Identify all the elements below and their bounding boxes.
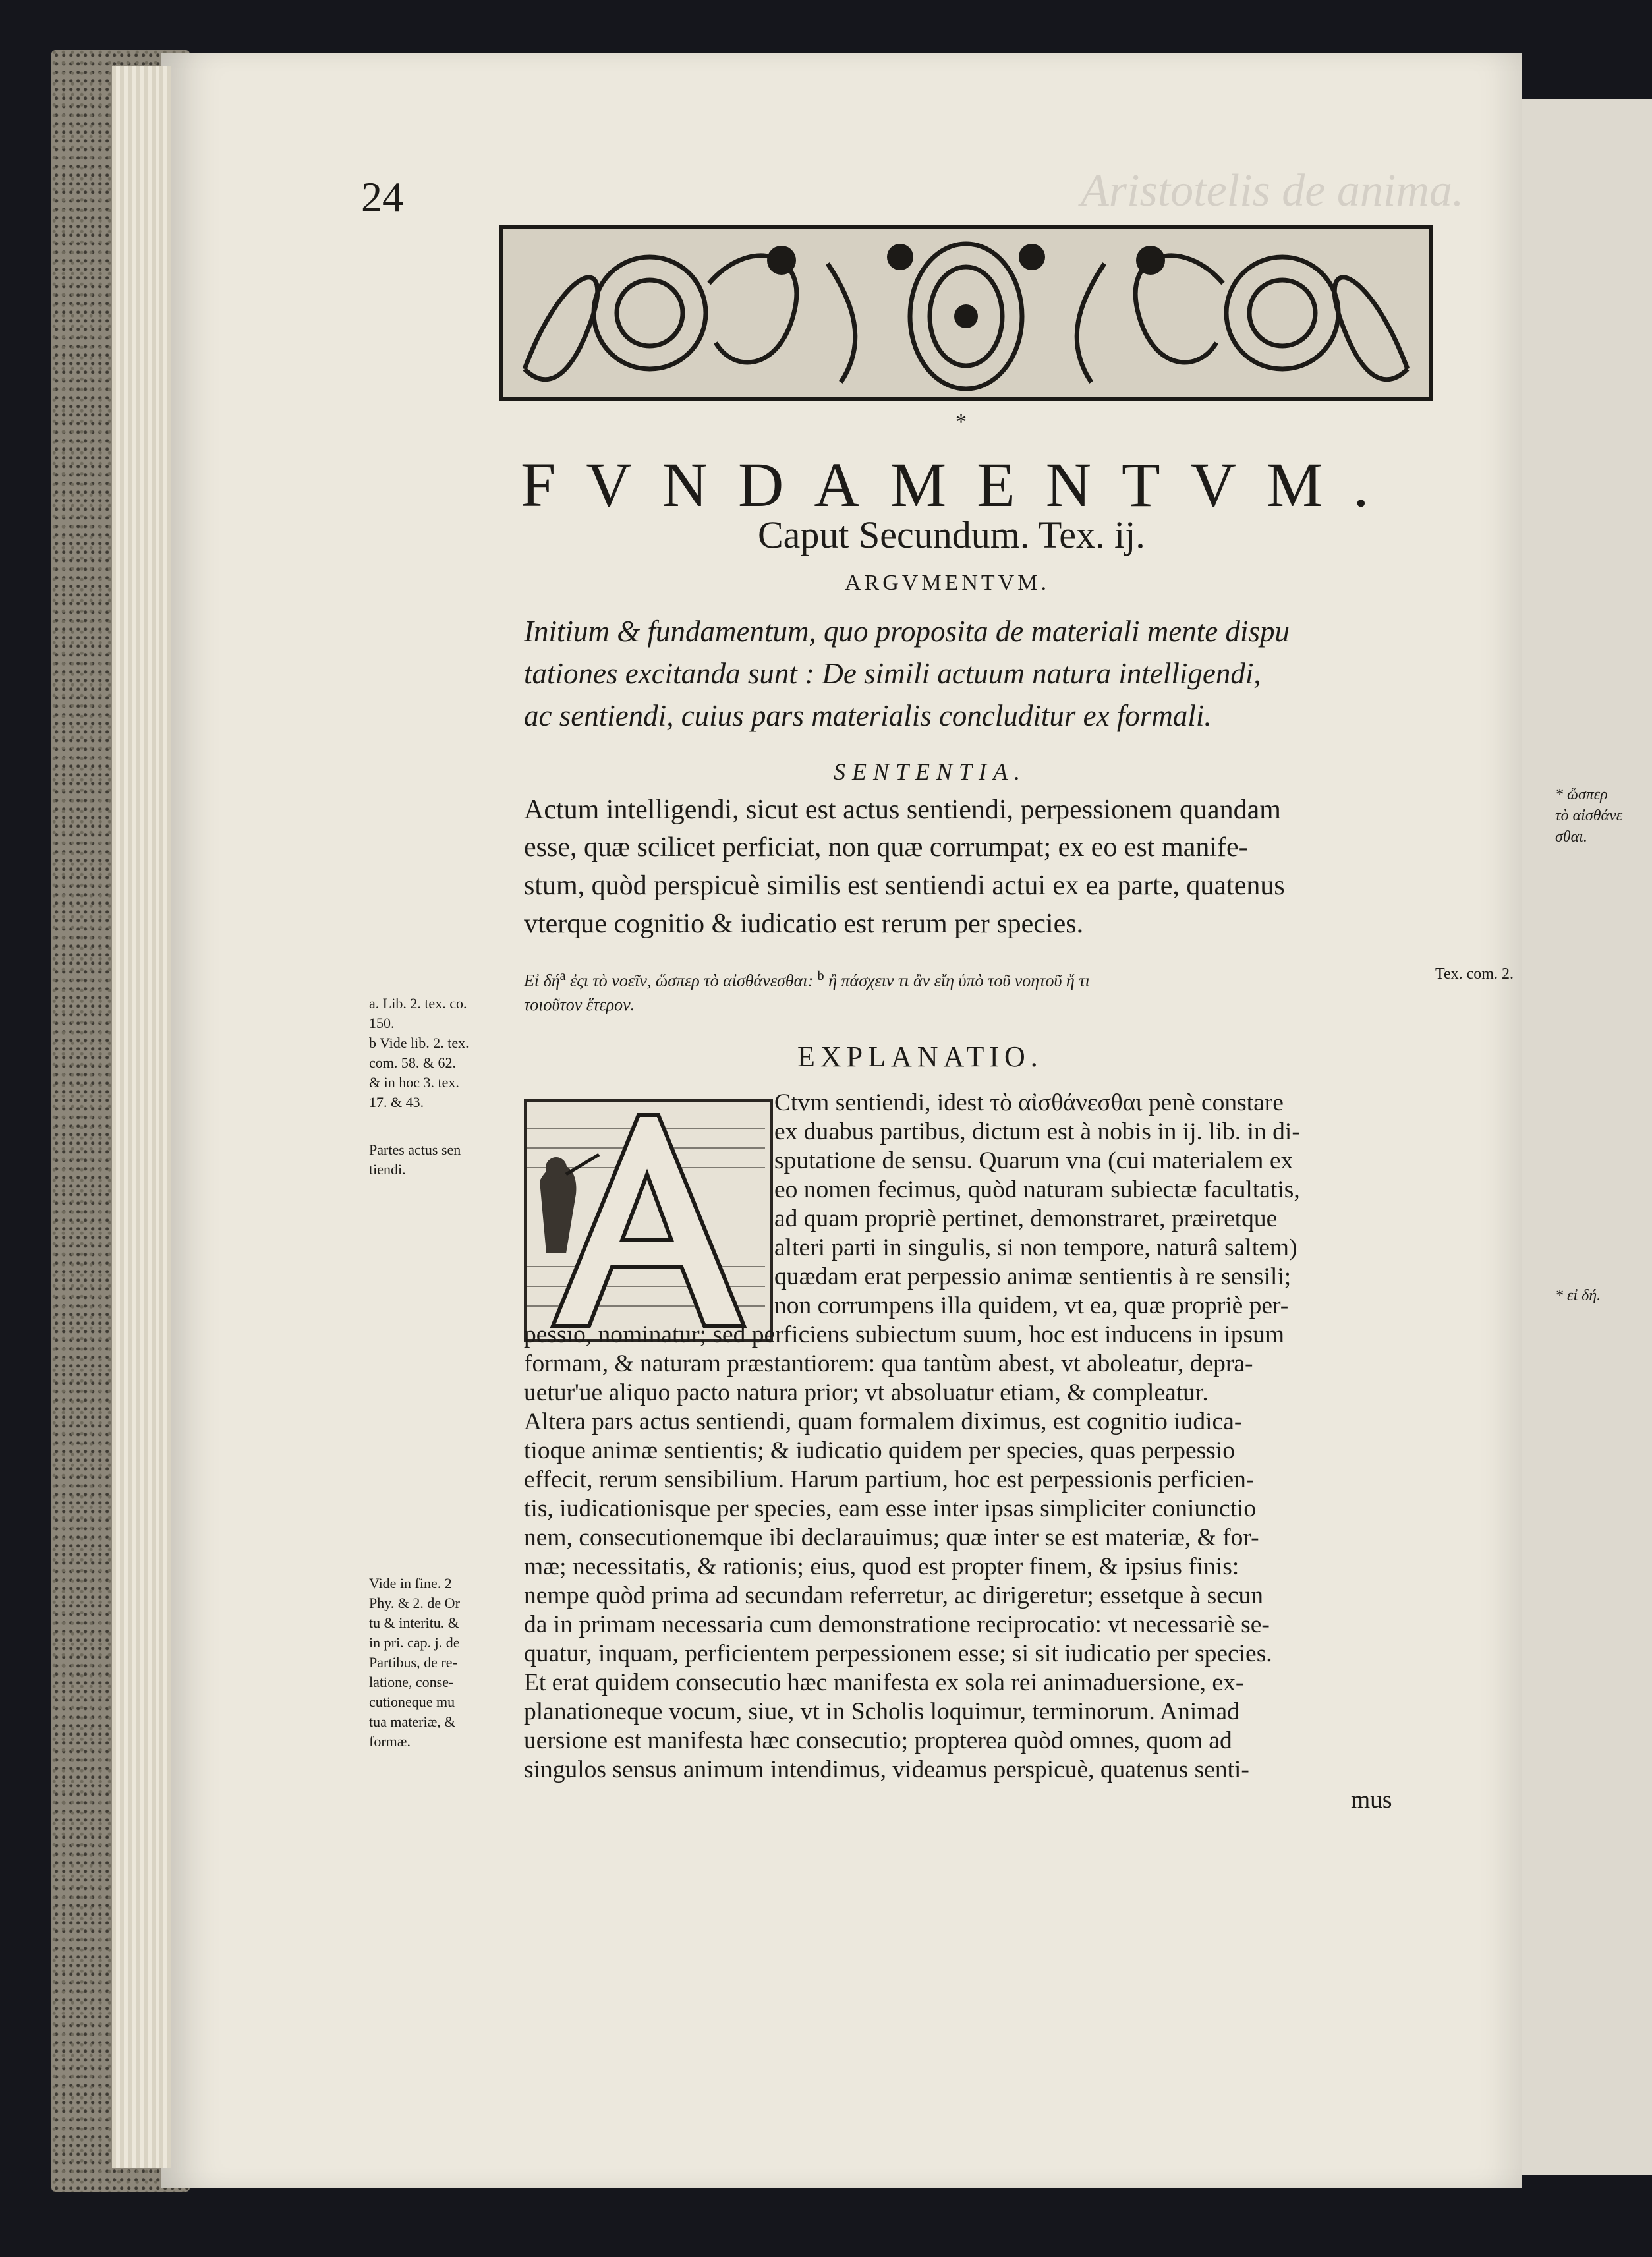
explanatio-line: effecit, rerum sensibilium. Harum partium, hoc est perpessionis perficien- (524, 1466, 1255, 1493)
explanatio-line: uersione est manifesta hæc consecutio; propterea quòd omnes, quom ad (524, 1727, 1232, 1754)
explanatio-line: formam, & naturam præstantiorem: qua tantùm abest, vt aboleatur, depra- (524, 1350, 1253, 1377)
explanatio-line: ad quam propriè pertinet, demonstraret, præiretque (774, 1205, 1278, 1232)
explanatio-line: pessio, nominatur; sed perficiens subiectum suum, hoc est inducens in ipsum (524, 1321, 1284, 1348)
right-margin-greek-note: * εἰ δή. (1555, 1287, 1601, 1304)
argumentum-line: Initium & fundamentum, quo proposita de materiali mente dispu (524, 615, 1290, 648)
explanatio-line: singulos sensus animum intendimus, videamus perspicuè, quatenus senti- (524, 1756, 1249, 1783)
sententia-line: Actum intelligendi, sicut est actus sentiendi, perpessionem quandam (524, 795, 1281, 825)
heading-asterisk: * (955, 410, 967, 434)
sententia-line: vterque cognitio & iudicatio est rerum per species. (524, 909, 1084, 939)
explanatio-heading: EXPLANATIO. (797, 1041, 1043, 1073)
explanatio-line: alteri parti in singulis, si non tempore, naturâ saltem) (774, 1234, 1297, 1261)
page-edges (112, 66, 171, 2168)
chapter-subtitle: Caput Secundum. Tex. ij. (758, 513, 1145, 556)
right-margin-greek-note: * ὥσπερ τὸ αἰσθάνε σθαι. (1555, 786, 1623, 845)
sententia-heading: SENTENTIA. (834, 758, 1027, 785)
explanatio-line: non corrumpens illa quidem, vt ea, quæ propriè per- (774, 1292, 1289, 1319)
sententia-line: stum, quòd perspicuè similis est sentiendi actui ex ea parte, quatenus (524, 871, 1285, 901)
explanatio-line: tis, iudicationisque per species, eam esse inter ipsas simpliciter coniunctio (524, 1495, 1257, 1522)
explanatio-line: quædam erat perpessio animæ sentientis à re sensili; (774, 1263, 1292, 1290)
sententia-line: esse, quæ scilicet perficiat, non quæ corrumpat; ex eo est manife- (524, 832, 1248, 863)
explanatio-line: mæ; necessitatis, & rationis; eius, quod est propter finem, & ipsius finis: (524, 1553, 1239, 1580)
explanatio-line: ex duabus partibus, dictum est à nobis in ij. lib. in di- (774, 1118, 1300, 1145)
explanatio-line: uetur'ue aliquo pacto natura prior; vt absoluatur etiam, & compleatur. (524, 1379, 1209, 1406)
greek-text-line: Εἰ $\delta ή^a$ ἐςι τὸ νοεῖν, ὥσπερ τὸ αἰσθάνεσθαι: $^b$ ἢ πάσχειν τι ἂν εἴη ὑπὸ τοῦ νοητοῦ ἤ τι (524, 969, 1090, 990)
explanatio-line: quatur, inquam, perficientem perpessionem esse; si sit iudicatio per species. (524, 1640, 1272, 1667)
chapter-title: FVNDAMENTVM. (521, 449, 1400, 520)
facing-page (1509, 99, 1652, 2175)
ornamental-headpiece (498, 224, 1434, 402)
tex-com-note: Tex. com. 2. (1435, 965, 1514, 983)
explanatio-line: Et erat quidem consecutio hæc manifesta ex sola rei animaduersione, ex- (524, 1669, 1244, 1696)
initial-engraving-icon (527, 1102, 765, 1334)
margin-note-vide: Vide in fine. 2 Phy. & 2. de Or tu & interitu. & in pri. cap. j. de Partibus, de re- latione, conse- cutioneque mu tua materiæ, & formæ. (369, 1575, 460, 1750)
catchword: mus (1351, 1786, 1392, 1814)
explanatio-line: eo nomen fecimus, quòd naturam subiectæ facultatis, (774, 1176, 1300, 1203)
argumentum-line: ac sentiendi, cuius pars materialis concluditur ex formali. (524, 699, 1212, 732)
explanatio-line: Altera pars actus sentiendi, quam formalem diximus, est cognitio iudica- (524, 1408, 1243, 1435)
explanatio-line: nempe quòd prima ad secundam referretur, ac dirigeretur; essetque à secun (524, 1582, 1263, 1609)
explanatio-line: da in primam necessaria cum demonstratione reciprocatio: vt necessariè se- (524, 1611, 1270, 1638)
page-number: 24 (361, 173, 403, 220)
explanatio-line: tioque animæ sentientis; & iudicatio quidem per species, quas perpessio (524, 1437, 1235, 1464)
explanatio-line: sputatione de sensu. Quarum vna (cui materialem ex (774, 1147, 1294, 1174)
explanatio-line: Ctvm sentiendi, idest τὸ αἰσθάνεσθαι penè constare (774, 1089, 1284, 1116)
explanatio-line: nem, consecutionemque ibi declarauimus; quæ inter se est materiæ, & for- (524, 1524, 1259, 1551)
explanatio-line: planationeque vocum, siue, vt in Scholis loquimur, terminorum. Animad (524, 1698, 1239, 1725)
argumentum-heading: ARGVMENTVM. (845, 571, 1050, 595)
greek-text-line: τοιοῦτον ἕτερον. (524, 995, 635, 1014)
margin-note-partes: Partes actus sen tiendi. (369, 1141, 461, 1178)
argumentum-line: tationes excitanda sunt : De simili actuum natura intelligendi, (524, 657, 1261, 690)
margin-note-references: a. Lib. 2. tex. co. 150. b Vide lib. 2. tex. com. 58. & 62. & in hoc 3. tex. 17. & 43. (369, 995, 469, 1110)
bleed-through-running-head: Aristotelis de anima. (1081, 165, 1464, 216)
decorated-initial (524, 1099, 773, 1342)
